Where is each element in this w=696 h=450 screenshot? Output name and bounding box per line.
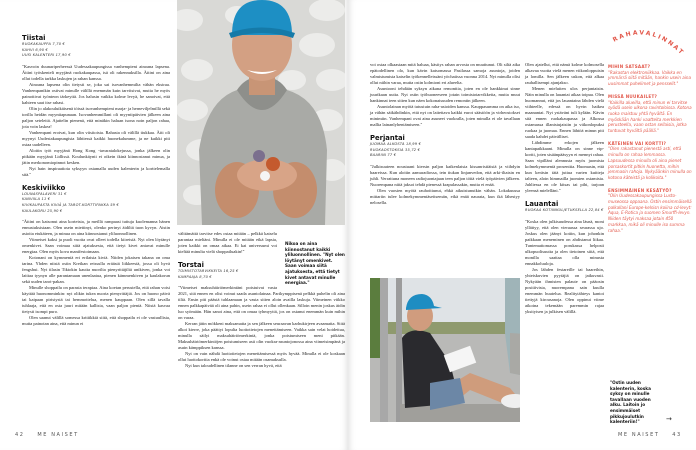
day-heading: Keskiviikko (22, 183, 66, 192)
body-paragraph: "Äitini on katsonut aina korteista, ja meillä rampaasi tuttuja kuolemanna hänen ennustuksistaan. Olen usein miettinyt, olenko perinyt äidiltä tuon kyvyn. Aistin asioita etukäteen, ja minua on aina kiinnostanut yliluonnollinen. (22, 219, 170, 237)
sidebar-answer: "Olen rakastanut pienestä asti, että minulla on rahaa lemmassa. Lapsuudessa minulla oli aina pienet porsaskortit pitkin huonetta, mihin jemmasin rahoja. Nykyäänkin minulla on kotona käteistä ja kolikoita." (608, 146, 692, 180)
footer-right (618, 432, 682, 438)
left-column (22, 34, 170, 327)
arrow-right-icon: → (666, 415, 672, 423)
page-number: 43 (672, 432, 682, 438)
saturday-section (525, 200, 604, 315)
sidebar-question: KÄTEINEN VAI KORTTI? (608, 140, 667, 146)
body-paragraph: Lähdimme erkojen jälkeen kantapaikkaani. Minulla on sinne vip-kortti, joten sisäänpääsyyn ei mennyt rahaa. Saan vipilläni alennusta myös juomista kolmekymmentä prosenttia. Huomasin, että kun keräsin tätä juttua varten kuitteja talteen, aloin himmailla juomien ostamista. Juhliessa en ole kitsas tai pihi, tarjoan yleensä mielelläni." (525, 140, 604, 193)
sidebar-answer: "Kaikilla alueilla, että minun ei tarvitse syödä usein ulkona ravintoloissa. Kotona ruoka maistuu yhtä hyvältä. En myöskään hanki vaatteita merkkien perusteella, vaan ostan sellaisia, jotka tuntuvat hyvältä päällä." (608, 99, 692, 134)
photo-caption: Nikoa on aina kiinnostanut kaikki yliluonnollinen. "Nyt olen löytänyt omenkivet. Saan voimaa siitä ajatuksesta, että tietyt kivet antavat minulle energiaa." (285, 241, 345, 286)
svg-text:RAHAVALINNAT (612, 29, 686, 57)
photo-caption: "Ostin uuden kalenterin, koska syksy on minulle tavallaan vuoden alku. Laitoin jo ensimmäiset pikkujoulutkin kalenteriin!" (610, 380, 651, 425)
body-paragraph: Menen mieluiten ulos perjantaisin. Näin minulla on lauantai aikaa toipua. Olen huomannut, että jos lauantaina lähden vielä viihteelle, edessä on hyvin haikea maanantai. Nyt ystäväni tuli kylään. Kävin sitä ennen ruokakaupassa ja Alkossa ostamassa illanistujaisiin ja viikonlopuksi ruokaa ja juomaa. Ennen lähtöä minun piti saada kahdet päivälliset. (525, 86, 604, 139)
body-paragraph: Olen saanut välillä somessa kritiikkiä siitä, että shoppailu ei ole vastuullista, mutta painotan aina, että minun ei (22, 315, 170, 327)
column2-intro (525, 62, 604, 194)
body-paragraph: Olin jo alakouluikäisenä töissä isovanhempieni marja- ja herneviljelmillä sekä torilla heidän myyntiapunaan. Isovanhemmillani oli myyntipäivien jälkeen aina paljon seteleitä. Ajattelin pienenä, että minäkin haluan isona noin paljon rahaa, jota voin laskea! (22, 105, 170, 129)
price-item: KAULAKORU 25,90 € (22, 208, 63, 213)
body-paragraph: "Kasvoin duunariperheessä Uudessakaupungissa vanhempieni ainoana lapsena. Äitini työskenteli myyjänä ruokakaupassa, isä oli rakennuksilla. Äitini on aina ollut todella tarkka laskujen ja rahan kanssa. (22, 63, 170, 81)
sidebar-question: MISSÄ NUUKAILET? (608, 93, 658, 99)
body-paragraph: Nyt kun taloudellinen tilanne on sen verran hyvä, että (185, 363, 282, 369)
body-paragraph: Asuntolainan myötä tutustuin raha-asioiden kanssa. Kauppasumma on aika iso, ja vähän säikähdinkin, että nyt on laitettava kaikki eurot säästöön ja virheostokset minimiin. Vanhempani ovat aina asuneet vuokralla, joten minulla ei ole tavallaan mallia lainanlyhentämiseen." (370, 104, 520, 127)
sitting-photo (370, 278, 520, 422)
body-paragraph: Minulle shoppailu on parasta terapiaa. Aina koetan perustella, että rahan voisi käyttää huonomminkin: nyt olikin tukea nuoria pienyrittäjiä. Jos on huono päivä tai kaipaan piristystä tai hemmottelua, menen kauppaan. Olen sillä tavalla tuhlaaja, että en osta juuri mitään kallista, vaan paljon pientä. Niistä kasvaa tietysti isompi puro. (22, 285, 170, 315)
day-heading: Torstai (178, 261, 204, 269)
friday-section (370, 134, 520, 206)
body-paragraph: Vanhempani eroivat, kun olin viisitoista. Rahasta oli välillä tiukkaa. Äiti oli myynyt Uudestakaupungista lähtiessä kaikki huonekalumme, ja ne kaikki piti ostaa uudelleen. (22, 129, 170, 147)
price-item: KIVIKAUPASTA KIVIÄ JA TAROT-KORTTIPAKKA 59 € (22, 202, 119, 207)
wednesday-section (22, 184, 170, 327)
body-paragraph: välttämättä tarvitse edes ostaa mitään – pelkkä katselu parantaa mieltäni. Minulla ei ole mitään eikä lapsia, joten kaikki on omaa aikaa. Ei kai universumi voi kieltää minulta vielä shoppailuakin!" (178, 231, 277, 254)
body-paragraph: voi ostaa olkaastaan mitä haluaa, käsitys rahan arvosta on muuttunut. Oli siltä aika epätodellinen olo, kun kävin katsomassa Pasilassa samoja asuntoja, joiden valmistumista katselin työkennelleissäni yöchatissa vuonna 2014. Nyt minulla olisi ollut niihin varaa, mutta ostin kolmioni eri alueelta. (370, 62, 520, 85)
price-item: UUSI KALENTERI 17,90 € (22, 53, 71, 58)
day-heading: Perjantai (370, 134, 405, 142)
right-page (348, 0, 696, 450)
body-paragraph: "Viimeiset maksuhäiriömerkintäni poistuivat vasta 2021, sitä ennen en olisi voinut saada asuntolainaa. Parikymppisenä pelkkä puhelin oli aina tiliä. Ensin piti päästä tuhlaamaan ja vasta sitten aloin availla laskuja. Viimeinen viikko ennen palkkapäivää oli aina pahin, usein rahaa ei ollut ollenkaan. Silloin menin joskus äidin luo syömään. Hän sanoi aina, että on omaa tyhmyyttä, jos on ostanut enemmän kuin mihin on varaa. (178, 285, 345, 321)
price-item: RUOKAA KOTIINKULJETUKSELLA 22,84 € (525, 208, 604, 212)
body-paragraph: Nyt hain inspiraatiota syksyyn ostamalla uuden kalenterin ja korttelemalla sitä." (22, 165, 170, 177)
body-paragraph: Olen ajatellut, että nämä kolme kolmosella alkavaa vuotta vielä menen viikonloppuisin ja lomilla. Sen jälkeen uskon, että alkaa rauhallisempi ajanjakso. (525, 62, 604, 85)
sidebar-answer: "Rakastan elektroniikkaa. Vaikka en ymmärrä siitä mitään, hankin usein aina uusimmat puhelimet ja pensselit." (608, 69, 691, 87)
price-item: LOUNASPALAVERI 31 € (22, 191, 67, 196)
body-paragraph: Nyt on vain nähdä luottotietojen menettämisessä myös hyvää. Minulla ei ole koskaan ollut luottokorttia enkä ole voinut ostaa mitään osamaksulla. (178, 351, 345, 363)
body-paragraph: Kerran jätin mökkeni maksamatta ja sen jälkeen seuraavan karhukirjeen avaamatta. Siitä alkoi kierre, joka päättyi lopulta luottotietojen menettämiseen. Vaikka sain velat hoidettua, minulla säilyi maksuhäiriömerkintä, jonka poistumiseen meni pitkään. Maksuhäiriömerkintöjen poistumiseen asti olin vuokra-asuntojonossa aina viimeisimpänä ja asuin kämppiksen kanssa. (178, 321, 345, 351)
right-column1 (370, 62, 520, 206)
magazine-name: ME NAISET (618, 432, 660, 438)
price-item: KAMPAAJA 8,70 € (178, 274, 212, 279)
middle-column (178, 231, 345, 369)
column1-intro (370, 62, 520, 128)
body-paragraph: Olen vuosien myötä rauhoittunut, ehkä aikuistunutkin vähän. Lokakuussa mittariin tulee kolmekymmentäseitsemän, eikä enää naurata, kun ikä lähestyy nelosella. (370, 187, 520, 205)
footer-left (15, 432, 79, 438)
body-paragraph: Aloitin työt myyjänä Hong Kong -tavaratalokejussa, jonka jälkeen olin pitkään myyjänä Lidlissä. Koulunkäynti ei oikein ikinä kiinnostanut minua, ja jätin merkonomiopinnot kesken. (22, 147, 170, 165)
price-item: RUOKAKAUPPA 7,70 € (22, 42, 66, 46)
body-paragraph: "Julkisuuteen noustuani kiersin paljon kaikenlaisia kissanristiäisiä ja viihdyin baareissa. Kun aloitin aamuradiossa, tein tiukan linjanvedon, että arki-iltaisin en juhli. Verrattuna moneen radiojuontajaan teen paljon töitä vielä työpäivien jälkeen. Nuorempana niitä jaksoi tehdä pienessä krapulassakin, mutta ei enää. (370, 163, 520, 187)
portrait-photo (177, 0, 345, 225)
sidebar-title: RAHAVALINNAT (611, 29, 686, 58)
sidebar-answer: "Olin Uudessakaupungissa Lusto-museossa oppaana. Ostin ensimmäisellä palkallani Europe-kelsisn koiina cd-levyt: Aqua, E-Rotica ja suomen Smurffi-levyn. Niiden täytyi maksaa jotain 450 markkaa, mikä oli minulle iso summa rahaa." (608, 193, 692, 233)
sidebar-question: MIHIN SATSAAT? (608, 64, 651, 69)
day-heading: Lauantai (525, 200, 559, 208)
price-item: JUOMAA ALKOSTA 18,99 € (370, 142, 422, 146)
price-item: TOIMISTOTARVIKKEITA 16,25 € (178, 269, 239, 273)
body-paragraph: Ainoana lapsena olin tietysti se, joka sai isovanhemmilta vähän ekstraa. Vanhempanikin ostivat minulle välillä enemmän kuin tarvitsivat, mutta he myös painottivat työnteon tärkeyttä. Jos halusin vaikka kolme levyä, he sanoivat, että kahteen saat itse rahasi. (22, 81, 170, 105)
magazine-name: ME NAISET (37, 432, 79, 438)
body-paragraph: Asuntooni tehdään syksyn aikana remonttia, joten en ole hankkinut sinne juurikaan uutta. Nyt ostin työhuoneeseen jotain toimistotarvikkeita, mutta muut hankinnat teen sitten kun näen kokonaisuuden remontin jälkeen. (370, 86, 520, 103)
sidebar-question: ENSIMMÄINEN KESÄTYÖ? (608, 187, 672, 193)
body-paragraph: Kotonani on kymmeniä eri erilaisia kiviä. Niiden jokaisen takana on oma tarina. Yhden niistä ostin Kreikan reissulla eräästä liikkeestä, jossa oli hyvä fengshui. Nyt tilasin Tiktokin kautta nuorilta pienyrittäjiltä unikiven, jonka voi laittaa tyynyn alle parantamaan unenlaatua, pienen kämmenkiven ja kaulakorun sekä uuden tarot-pakan. (22, 255, 170, 285)
day-heading: Tiistai (22, 34, 46, 42)
body-paragraph: Viimeiset kaksi ja puoli vuotta ovat olleet todella kiireisiä. Nyt olen löytänyt omenkivet. Saan voimaa siitä ajatuksesta, että tietyt kivet antavat minulle energiaa. Olen myös kova manifestoimaan. (22, 237, 170, 255)
price-item: KAHVI 6,90 € (22, 47, 49, 52)
tuesday-section (22, 34, 170, 178)
price-item: BAARIIN 77 € (370, 153, 397, 158)
money-choices-sidebar (608, 29, 692, 240)
body-paragraph: "Koska olen julkisuudessa aina läsnä, moni yllättyy, että olen vieraassa seurassa ujo. Joskus olen jäänyt kotiin, kun johonkin paikkaan meneminen on ahdistanut liikaa. Tuntemattomassa porukassa helposti ulkopuolisuutta ja olen tietoinen siitä, että monilla saattaa olla minusta ennakkoluuloja. (525, 218, 604, 266)
body-paragraph: Jos lähden festareille tai baareihin, yhteiskuvien pyytäjiä on jatkuvasti. Nykyään ihmisten palaute on pääosin positiivista, nuorempana sain kuulla enemmän huutelua. Realitytähteys kantoi tiettyjä kirousanoja. Olen oppinut viime aikoina tekemään paremmin rajaa yksityisen ja julkisen välillä. (525, 266, 604, 314)
page-number: 42 (15, 432, 25, 438)
price-item: RUOKAOSTOKSIA 35,72 € (370, 147, 421, 152)
right-column2 (525, 62, 604, 315)
price-item: KANVIILA 11 € (22, 197, 51, 202)
sidebar-title-arc (608, 22, 692, 66)
